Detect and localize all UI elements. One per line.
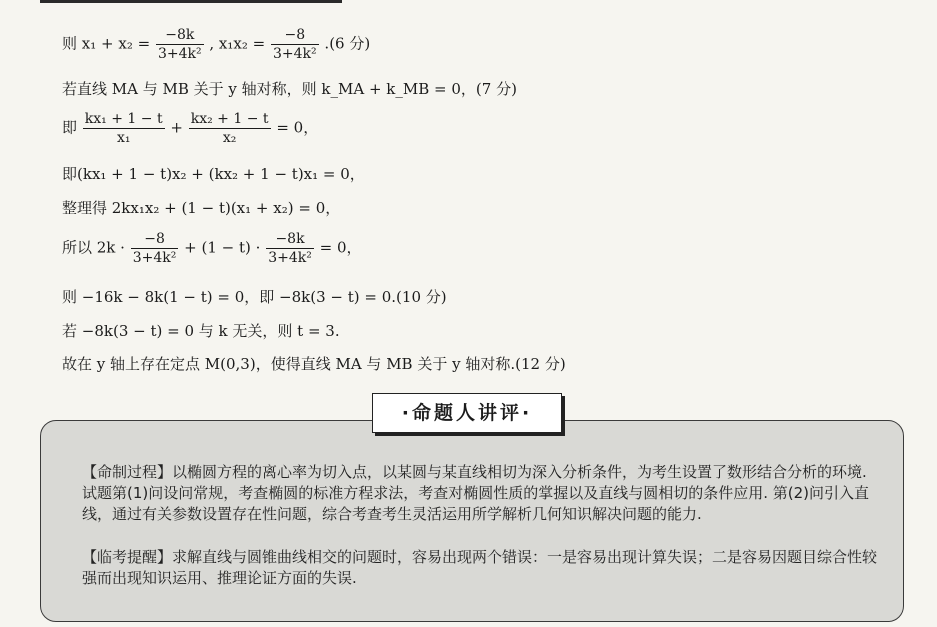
solution-line-5: 整理得 2kx₁x₂ + (1 − t)(x₁ + x₂) = 0， [62, 199, 341, 217]
review-paragraph-process: 【命制过程】以椭圆方程的离心率为切入点，以某圆与某直线相切为深入分析条件，为考生设置了数形结合分析的环境. 试题第(1)问设问常规，考查椭圆的标准方程求法，考查对椭圆性质的掌握以及直线与圆相切的条件应用. 第(2)问引入直线，通过有关参数设置存在性问题，综合考查考生灵活运用所学解析几何知识解决问题的能力. [82, 463, 870, 523]
fraction-denominator: 3+4k² [157, 46, 202, 62]
fraction-denominator: 3+4k² [268, 250, 312, 266]
fraction-numerator: −8k [266, 230, 314, 249]
line3-plus: + [170, 118, 183, 137]
fraction [156, 26, 204, 63]
solution-line-2: 若直线 MA 与 MB 关于 y 轴对称，则 k_MA + k_MB = 0，(7 分) [62, 80, 517, 98]
solution-line-6 [62, 230, 362, 267]
fraction [131, 230, 179, 267]
line1-suffix: .(6 分) [324, 34, 371, 53]
fraction-denominator: x₂ [222, 130, 237, 146]
fraction-numerator: kx₂ + 1 − t [190, 111, 269, 127]
solution-line-3 [62, 110, 318, 147]
fraction-numerator: −8 [131, 230, 179, 249]
solution-line-4: 即(kx₁ + 1 − t)x₂ + (kx₂ + 1 − t)x₁ = 0， [62, 165, 365, 183]
line6-suffix: = 0， [319, 238, 362, 257]
line1-sum-lhs: x₁ + x₂ = [81, 34, 151, 53]
solution-line-9: 故在 y 轴上存在定点 M(0,3)，使得直线 MA 与 MB 关于 y 轴对称.(12 分) [62, 355, 566, 373]
fraction-denominator: x₁ [116, 130, 131, 146]
solution-line-7: 则 −16k − 8k(1 − t) = 0，即 −8k(3 − t) = 0.(10 分) [62, 288, 447, 306]
fraction-numerator: −8 [271, 26, 319, 45]
line1-mid: , x₁x₂ = [209, 34, 266, 53]
fraction-denominator: 3+4k² [132, 250, 177, 266]
line3-suffix: = 0， [276, 118, 319, 137]
fraction-numerator: kx₁ + 1 − t [84, 111, 163, 127]
line1-prefix: 则 [62, 34, 78, 53]
fraction-numerator: −8k [156, 26, 204, 45]
fraction [266, 230, 314, 267]
review-title: ·命题人讲评· [372, 393, 562, 433]
fraction [83, 110, 165, 147]
top-rule [40, 0, 342, 3]
fraction [189, 110, 271, 147]
fraction [271, 26, 319, 63]
solution-line-8: 若 −8k(3 − t) = 0 与 k 无关，则 t = 3. [62, 322, 340, 340]
line3-prefix: 即 [62, 118, 78, 137]
line6-mid: + (1 − t) · [184, 238, 261, 257]
fraction-denominator: 3+4k² [273, 46, 317, 62]
solution-line-1 [62, 26, 370, 63]
line6-prefix: 所以 2k · [62, 238, 125, 257]
review-paragraph-reminder: 【临考提醒】求解直线与圆锥曲线相交的问题时，容易出现两个错误：一是容易出现计算失误；二是容易因题目综合性较强而出现知识运用、推理论证方面的失误. [82, 548, 878, 587]
